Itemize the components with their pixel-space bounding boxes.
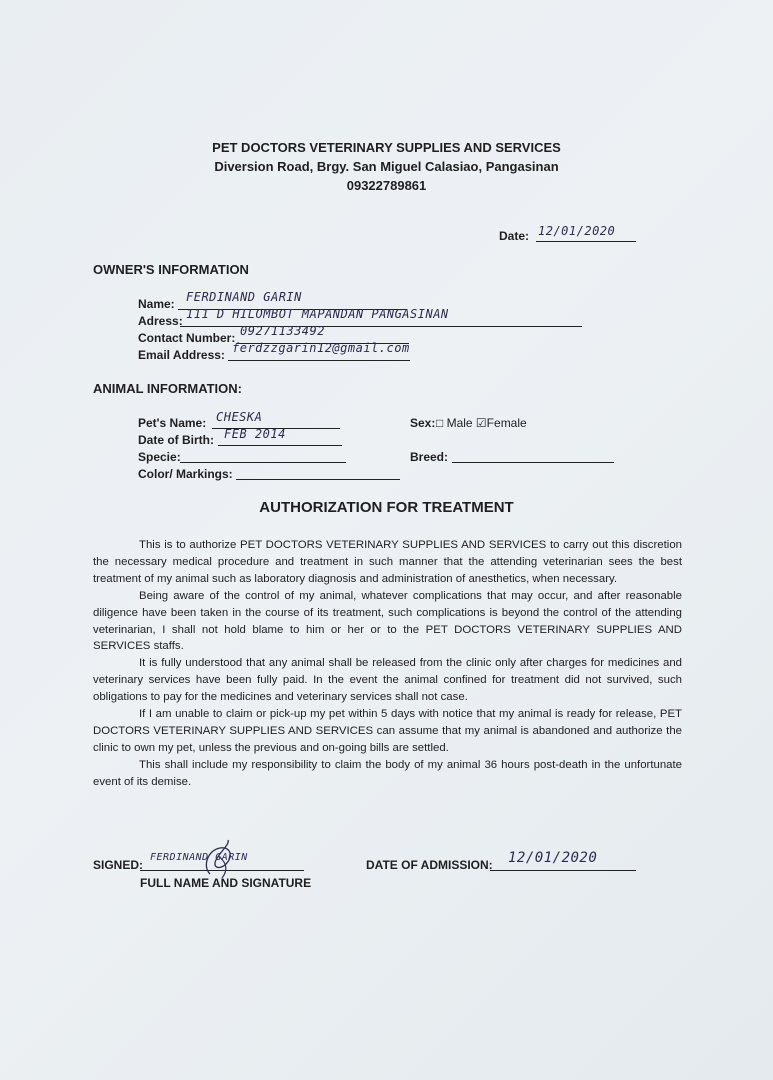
email-value[interactable]: ferdzzgarin12@gmail.com (232, 341, 410, 355)
clinic-name: PET DOCTORS VETERINARY SUPPLIES AND SERVICES (212, 140, 561, 155)
dob-value[interactable]: FEB 2014 (224, 427, 286, 441)
pet-name-label: Pet's Name: (138, 416, 207, 430)
owner-address-value[interactable]: 111 D HILOMBOT MAPANDAN PANGASINAN (186, 307, 449, 321)
authorization-body (93, 537, 682, 791)
email-line (228, 360, 410, 361)
email-label: Email Address: (138, 348, 225, 362)
admission-date-line (490, 870, 636, 871)
authorization-paragraph-4: If I am unable to claim or pick-up my pet within 5 days with notice that my animal is ready for release, PET DOCTORS VETERINARY SUPPLIES AND SERVICES can assume that my animal is abandoned and authorize the clinic to own my pet, unless the previous and on-going bills are settled. (93, 708, 682, 754)
authorization-paragraph-1: This is to authorize PET DOCTORS VETERINARY SUPPLIES AND SERVICES to carry out this discretion the necessary medical procedure and treatment in such manner that the attending veterinarian sees the best treatment of my animal such as laboratory diagnosis and administration of anesthetics, when necessary. (93, 539, 682, 585)
animal-section-title: ANIMAL INFORMATION: (93, 381, 242, 396)
authorization-paragraph-2: Being aware of the control of my animal, whatever complications that may occur, and after reasonable diligence have been taken in the course of its treatment, such complications is beyond the control of the attending veterinarian, I shall not hold blame to him or her or to the PET DOCTORS VETERINARY SUPPLIES AND SERVICES staffs. (93, 589, 682, 653)
color-markings-line (236, 479, 400, 480)
contact-number-label: Contact Number: (138, 331, 236, 345)
owner-address-label: Adress: (138, 314, 183, 328)
contact-number-value[interactable]: 09271133492 (240, 324, 325, 338)
sex-options[interactable]: □ Male ☑Female (436, 416, 527, 430)
signed-label: SIGNED: (93, 858, 144, 872)
dob-line (218, 445, 342, 446)
clinic-address: Diversion Road, Brgy. San Miguel Calasiao, Pangasinan (214, 159, 559, 174)
signature-caption: FULL NAME AND SIGNATURE (140, 876, 312, 890)
admission-date-label: DATE OF ADMISSION: (366, 858, 493, 872)
signed-value[interactable]: FERDINAND GARIN (150, 852, 248, 863)
authorization-paragraph-5: This shall include my responsibility to claim the body of my animal 36 hours post-death in the unfortunate event of its demise. (93, 758, 682, 788)
clinic-phone: 09322789861 (346, 178, 427, 193)
breed-label: Breed: (410, 450, 449, 464)
color-markings-label: Color/ Markings: (138, 467, 233, 481)
specie-label: Specie: (138, 450, 181, 464)
sex-label: Sex: (410, 416, 436, 430)
date-value[interactable]: 12/01/2020 (538, 224, 616, 238)
owner-section-title: OWNER'S INFORMATION (93, 262, 249, 277)
pet-name-value[interactable]: CHESKA (216, 410, 263, 424)
date-line (536, 241, 636, 242)
date-label: Date: (499, 229, 530, 243)
admission-date-value[interactable]: 12/01/2020 (508, 850, 598, 866)
authorization-paragraph-3: It is fully understood that any animal shall be released from the clinic only after charges for medicines and veterinary services have been fully paid. In the event the animal confined for treatment did not survived, such obligations to pay for the medicines and veterinary services shall not case. (93, 657, 682, 704)
owner-name-label: Name: (138, 297, 175, 311)
breed-line (452, 462, 614, 463)
dob-label: Date of Birth: (138, 433, 214, 447)
specie-line (180, 462, 346, 463)
owner-name-value[interactable]: FERDINAND GARIN (186, 290, 302, 304)
authorization-title: AUTHORIZATION FOR TREATMENT (259, 499, 514, 516)
